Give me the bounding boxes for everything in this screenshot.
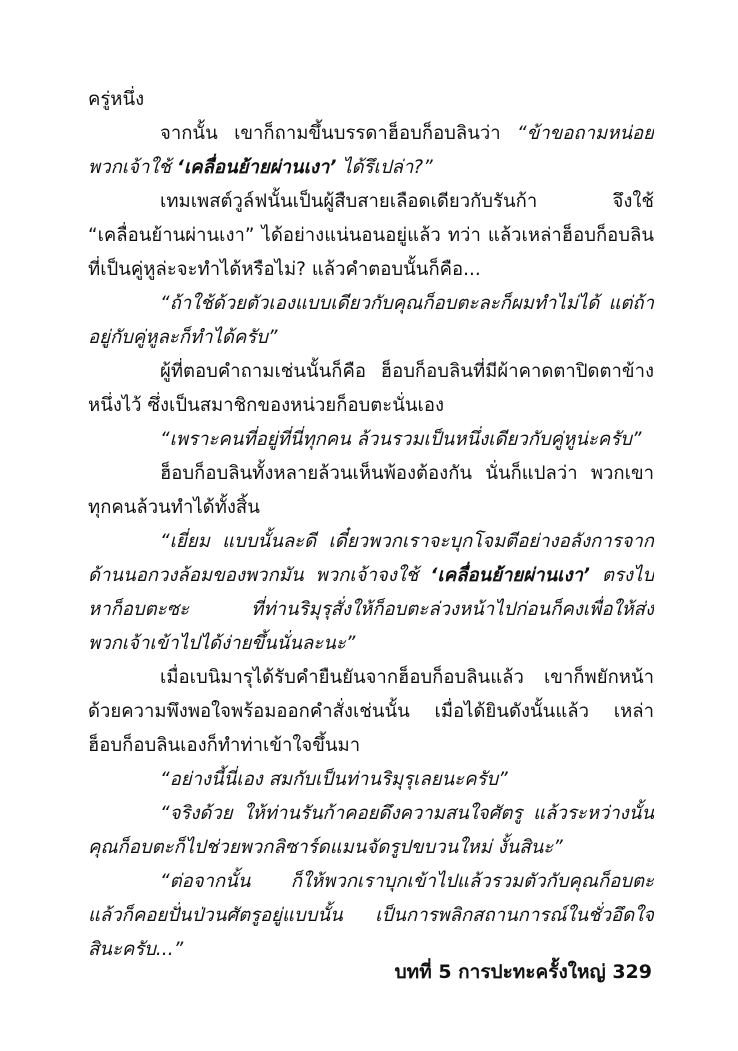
- text-line: [88, 151, 654, 185]
- text-run: ผู้ที่ตอบคำถามเช่นนั้นก็คือ ฮ็อบก็อบลินที่มีผ้าคาดตาปิดตาข้าง: [160, 361, 654, 382]
- text-line: [88, 559, 654, 593]
- text-line: [160, 525, 654, 559]
- text-line: [160, 185, 654, 219]
- text-line: [160, 287, 654, 321]
- text-line: [160, 865, 654, 899]
- text-line: [88, 729, 654, 763]
- skill-name: ‘เคลื่อนย้ายผ่านเงา’: [430, 565, 590, 586]
- dialogue-run: พวกเจ้าเข้าไปได้ง่ายขึ้นนั่นละนะ”: [88, 633, 356, 654]
- text-run: “เคลื่อนย้านผ่านเงา” ได้อย่างแน่นอนอยู่แล้ว ทว่า แล้วเหล่าฮ็อบก็อบลิน: [88, 225, 654, 246]
- dialogue-run: แล้วก็คอยปั่นป่วนศัตรูอยู่แบบนั้น เป็นการพลิกสถานการณ์ในชั่วอึดใจ: [88, 905, 654, 926]
- text-line: [88, 321, 654, 355]
- dialogue-run: ตรงไป: [589, 565, 654, 586]
- text-line: [160, 661, 654, 695]
- text-run: เทมเพสต์วูล์ฟนั้นเป็นผู้สืบสายเลือดเดียวกับรันก้า จึงใช้: [160, 191, 654, 212]
- text-run: ทุกคนล้วนทำได้ทั้งสิ้น: [88, 497, 260, 518]
- text-line: [88, 389, 654, 423]
- text-line: [160, 355, 654, 389]
- text-line: [88, 831, 654, 865]
- dialogue-run: สินะครับ...”: [88, 939, 184, 960]
- text-line: [88, 83, 654, 117]
- dialogue-run: คุณก็อบตะก็ไปช่วยพวกลิซาร์ดแมนจัดรูปขบวนใหม่ งั้นสินะ”: [88, 837, 563, 858]
- text-run: ที่เป็นคู่หูล่ะจะทำได้หรือไม่? แล้วคำตอบนั้นก็คือ...: [88, 259, 481, 280]
- dialogue-run: “ข้าขอถามหน่อย: [517, 123, 654, 144]
- text-run: ด้วยความพึงพอใจพร้อมออกคำสั่งเช่นนั้น เมื่อได้ยินดังนั้นแล้ว เหล่า: [88, 701, 654, 722]
- text-run: ฮ็อบก็อบลินเองก็ทำท่าเข้าใจขึ้นมา: [88, 735, 361, 756]
- text-line: [88, 695, 654, 729]
- text-line: [88, 593, 654, 627]
- dialogue-run: ได้รึเปล่า?”: [336, 157, 433, 178]
- text-line: [88, 627, 654, 661]
- text-line: [160, 797, 654, 831]
- text-line: [160, 423, 654, 457]
- text-line: [88, 491, 654, 525]
- text-run: เมื่อเบนิมารุได้รับคำยืนยันจากฮ็อบก็อบลินแล้ว เขาก็พยักหน้า: [160, 667, 654, 688]
- dialogue-run: “จริงด้วย ให้ท่านรันก้าคอยดึงความสนใจศัตรู แล้วระหว่างนั้น: [160, 803, 654, 824]
- text-run: หนึ่งไว้ ซึ่งเป็นสมาชิกของหน่วยก็อบตะนั่นเอง: [88, 395, 445, 416]
- dialogue-run: “ถ้าใช้ด้วยตัวเองแบบเดียวกับคุณก็อบตะละก็ผมทำไม่ได้ แต่ถ้า: [160, 293, 654, 314]
- text-run: จากนั้น เขาก็ถามขึ้นบรรดาฮ็อบก็อบลินว่า: [160, 123, 518, 144]
- dialogue-run: ด้านนอกวงล้อมของพวกมัน พวกเจ้าจงใช้: [88, 565, 431, 586]
- text-line: [160, 117, 654, 151]
- dialogue-run: “ต่อจากนั้น ก็ให้พวกเราบุกเข้าไปแล้วรวมตัวกับคุณก็อบตะ: [160, 871, 654, 892]
- skill-name: ‘เคลื่อนย้ายผ่านเงา’: [176, 157, 337, 178]
- dialogue-run: พวกเจ้าใช้: [88, 157, 177, 178]
- dialogue-run: “อย่างนี้นี่เอง สมกับเป็นท่านริมุรุเลยนะครับ”: [160, 769, 508, 790]
- text-run: ครู่หนึ่ง: [88, 89, 145, 110]
- text-line: [88, 253, 654, 287]
- text-line: [88, 219, 654, 253]
- text-line: [160, 763, 654, 797]
- dialogue-run: “เพราะคนที่อยู่ที่นี่ทุกคน ล้วนรวมเป็นหนึ่งเดียวกับคู่หูน่ะครับ”: [160, 429, 642, 450]
- dialogue-run: หาก็อบตะซะ ที่ท่านริมุรุสั่งให้ก็อบตะล่วงหน้าไปก่อนก็คงเพื่อให้ส่ง: [88, 599, 654, 620]
- text-line: [160, 457, 654, 491]
- dialogue-run: “เยี่ยม แบบนั้นละดี เดี๋ยวพวกเราจะบุกโจมตีอย่างอลังการจาก: [160, 531, 654, 552]
- dialogue-run: อยู่กับคู่หูละก็ทำได้ครับ”: [88, 327, 278, 348]
- text-line: [88, 899, 654, 933]
- text-run: ฮ็อบก็อบลินทั้งหลายล้วนเห็นพ้องต้องกัน นั่นก็แปลว่า พวกเขา: [160, 463, 654, 484]
- running-footer: บทที่ 5 การปะทะครั้งใหญ่ 329: [394, 961, 652, 983]
